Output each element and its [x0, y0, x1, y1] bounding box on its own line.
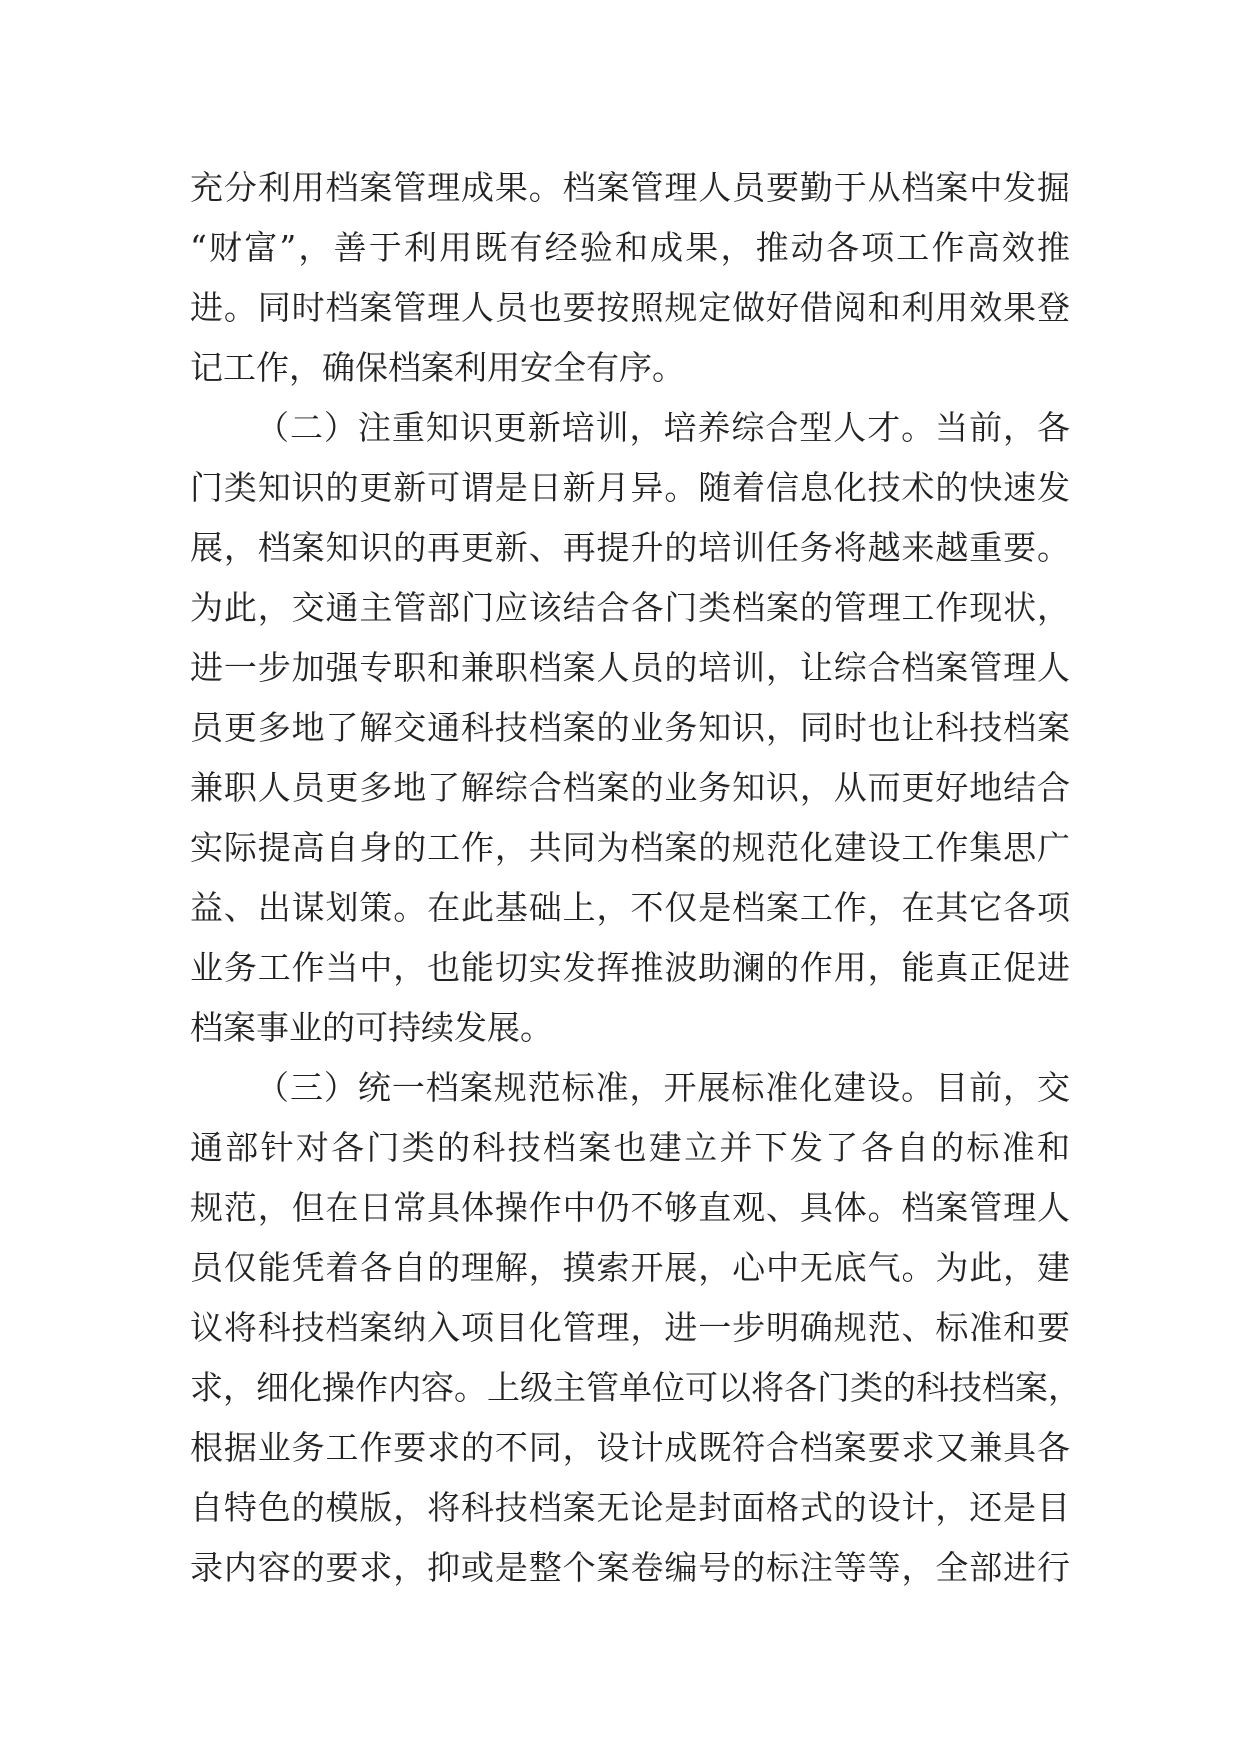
text-line: 档案事业的可持续发展。: [190, 1008, 553, 1047]
text-line: 门类知识的更新可谓是日新月异。随着信息化技术的快速发: [190, 468, 1070, 507]
text-line: 员仅能凭着各自的理解，摸索开展，心中无底气。为此，建: [190, 1248, 1070, 1287]
text-line: 充分利用档案管理成果。档案管理人员要勤于从档案中发掘: [190, 168, 1070, 207]
text-line: 录内容的要求，抑或是整个案卷编号的标注等等，全部进行: [190, 1548, 1070, 1587]
text-line: 实际提高自身的工作，共同为档案的规范化建设工作集思广: [190, 828, 1070, 867]
text-line: 求，细化操作内容。上级主管单位可以将各门类的科技档案，: [190, 1368, 1081, 1407]
text-line: 进一步加强专职和兼职档案人员的培训，让综合档案管理人: [190, 648, 1070, 687]
text-line: 通部针对各门类的科技档案也建立并下发了各自的标准和: [190, 1128, 1070, 1167]
text-line: 进。同时档案管理人员也要按照规定做好借阅和利用效果登: [190, 288, 1070, 327]
text-line: 展，档案知识的再更新、再提升的培训任务将越来越重要。: [190, 528, 1070, 567]
body-text: [190, 158, 1081, 1598]
text-line: 自特色的模版，将科技档案无论是封面格式的设计，还是目: [190, 1488, 1070, 1527]
text-line: 根据业务工作要求的不同，设计成既符合档案要求又兼具各: [190, 1428, 1070, 1467]
text-line: 记工作，确保档案利用安全有序。: [190, 348, 685, 387]
text-line: 议将科技档案纳入项目化管理，进一步明确规范、标准和要: [190, 1308, 1070, 1347]
text-line: 员更多地了解交通科技档案的业务知识，同时也让科技档案: [190, 708, 1070, 747]
text-line: 兼职人员更多地了解综合档案的业务知识，从而更好地结合: [190, 768, 1070, 807]
text-line: “财富”，善于利用既有经验和成果，推动各项工作高效推: [190, 228, 1070, 267]
section-heading-line: （二）注重知识更新培训，培养综合型人才。当前，各: [256, 408, 1070, 447]
text-line: 益、出谋划策。在此基础上，不仅是档案工作，在其它各项: [190, 888, 1070, 927]
text-line: 规范，但在日常具体操作中仍不够直观、具体。档案管理人: [190, 1188, 1070, 1227]
text-line: 业务工作当中，也能切实发挥推波助澜的作用，能真正促进: [190, 948, 1070, 987]
text-line: 为此，交通主管部门应该结合各门类档案的管理工作现状，: [190, 588, 1070, 627]
section-heading-line: （三）统一档案规范标准，开展标准化建设。目前，交: [256, 1068, 1070, 1107]
